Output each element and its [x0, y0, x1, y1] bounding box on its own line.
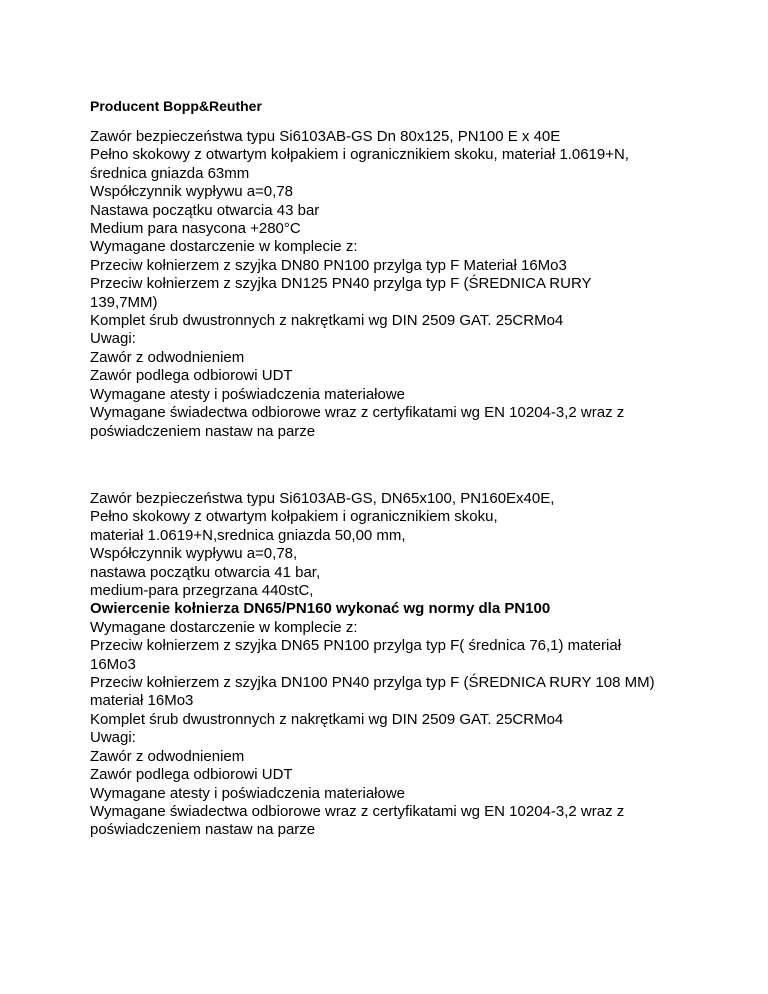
spec-line: Zawór z odwodnieniem [90, 348, 245, 366]
spec-line: Przeciw kołnierzem z szyjka DN125 PN40 przylga typ F (ŚREDNICA RURY [90, 275, 592, 293]
producer-heading: Producent Bopp&Reuther [90, 98, 262, 114]
valve-spec-block-2 [90, 490, 690, 840]
spec-line: Zawór bezpieczeństwa typu Si6103AB-GS Dn 80x125, PN100 E x 40E [90, 128, 561, 145]
spec-line: Wymagane świadectwa odbiorowe wraz z certyfikatami wg EN 10204-3,2 wraz z [90, 404, 625, 422]
spec-line: Komplet śrub dwustronnych z nakrętkami wg DIN 2509 GAT. 25CRMo4 [90, 312, 564, 330]
spec-line: średnica gniazda 63mm [90, 164, 250, 182]
spec-line: Uwagi: [90, 330, 136, 348]
spec-line: Pełno skokowy z otwartym kołpakiem i ogranicznikiem skoku, [90, 508, 498, 526]
spec-line: 139,7MM) [90, 293, 158, 311]
valve-spec-block-1 [90, 128, 690, 441]
spec-line: Nastawa początku otwarcia 43 bar [90, 201, 320, 219]
spec-line: Przeciw kołnierzem z szyjka DN100 PN40 przylga typ F (ŚREDNICA RURY 108 MM) [90, 674, 655, 692]
spec-line: Przeciw kołnierzem z szyjka DN65 PN100 przylga typ F( średnica 76,1) materiał [90, 637, 622, 655]
spec-line: Uwagi: [90, 729, 136, 747]
spec-line: Wymagane dostarczenie w komplecie z: [90, 238, 358, 256]
spec-line: Wymagane świadectwa odbiorowe wraz z certyfikatami wg EN 10204-3,2 wraz z [90, 802, 625, 820]
spec-line: Współczynnik wypływu a=0,78, [90, 545, 298, 563]
spec-line: Wymagane dostarczenie w komplecie z: [90, 618, 358, 636]
spec-line: Zawór z odwodnieniem [90, 747, 245, 765]
spec-line: nastawa początku otwarcia 41 bar, [90, 563, 321, 581]
spec-line: Zawór bezpieczeństwa typu Si6103AB-GS, DN65x100, PN160Ex40E, [90, 490, 555, 507]
spec-line: Zawór podlega odbiorowi UDT [90, 766, 293, 784]
spec-line: materiał 1.0619+N,srednica gniazda 50,00 mm, [90, 526, 406, 544]
spec-line: Wymagane atesty i poświadczenia materiałowe [90, 385, 406, 403]
spec-line: Pełno skokowy z otwartym kołpakiem i ogranicznikiem skoku, materiał 1.0619+N, [90, 146, 629, 164]
flange-drilling-note: Owiercenie kołnierza DN65/PN160 wykonać wg normy dla PN100 [90, 600, 551, 618]
spec-line: Komplet śrub dwustronnych z nakrętkami wg DIN 2509 GAT. 25CRMo4 [90, 710, 564, 728]
spec-line: materiał 16Mo3 [90, 692, 194, 710]
spec-line: poświadczeniem nastaw na parze [90, 821, 316, 839]
spec-line: medium-para przegrzana 440stC, [90, 582, 314, 600]
spec-line: Przeciw kołnierzem z szyjka DN80 PN100 przylga typ F Materiał 16Mo3 [90, 256, 567, 274]
spec-line: Wymagane atesty i poświadczenia materiałowe [90, 784, 406, 802]
spec-line: poświadczeniem nastaw na parze [90, 422, 316, 440]
spec-line: 16Mo3 [90, 655, 136, 673]
spec-line: Współczynnik wypływu a=0,78 [90, 183, 294, 201]
spec-line: Medium para nasycona +280°C [90, 220, 301, 238]
spec-line: Zawór podlega odbiorowi UDT [90, 367, 293, 385]
